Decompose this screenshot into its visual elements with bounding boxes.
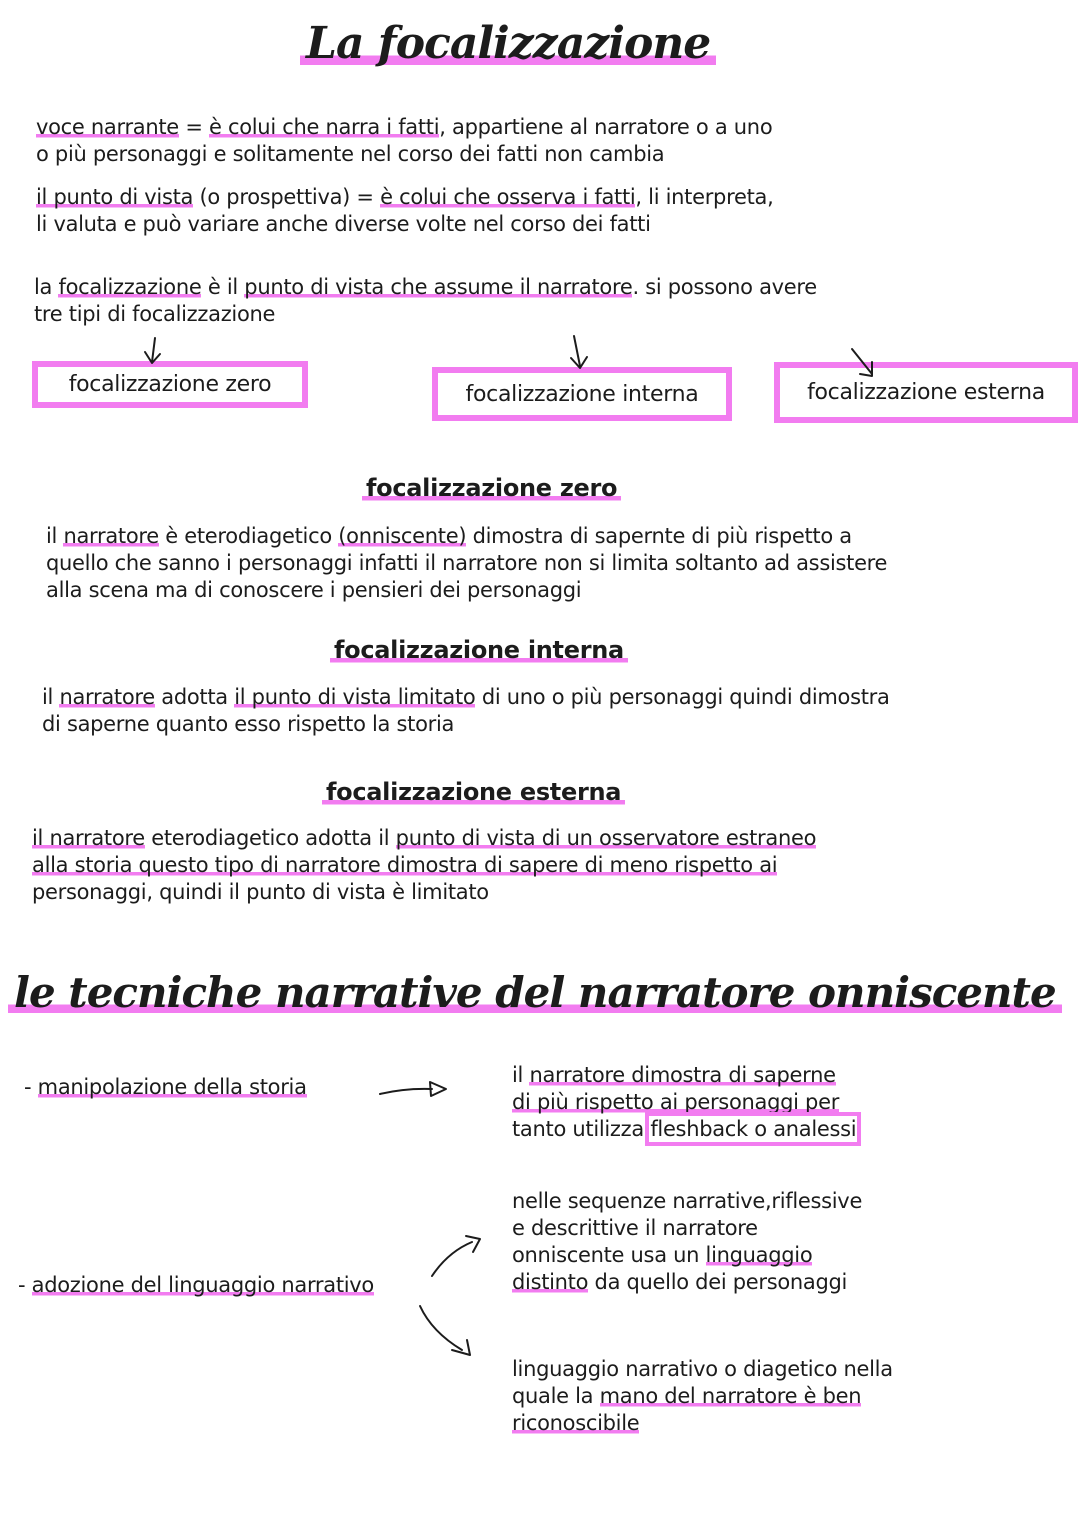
text: quale la bbox=[512, 1384, 600, 1408]
text: di uno o più personaggi quindi dimostra bbox=[475, 685, 890, 709]
line: o più personaggi e solitamente nel corso dei fatti non cambia bbox=[36, 142, 665, 166]
definition: è colui che narra i fatti bbox=[208, 115, 440, 139]
text: è il bbox=[201, 275, 245, 299]
text: distinto bbox=[512, 1270, 589, 1294]
line: e descrittive il narratore bbox=[512, 1216, 758, 1240]
term: narratore bbox=[63, 524, 159, 548]
arrow-down-right-icon bbox=[852, 349, 872, 376]
box-label: focalizzazione interna bbox=[465, 381, 699, 407]
bullet: - bbox=[24, 1075, 38, 1099]
term: il punto di vista bbox=[36, 185, 194, 209]
text: , appartiene al narratore o a uno bbox=[439, 115, 773, 139]
text: . si possono avere bbox=[632, 275, 817, 299]
technique-label: manipolazione della storia bbox=[37, 1075, 307, 1099]
technique-label: adozione del linguaggio narrativo bbox=[31, 1273, 374, 1297]
term: narratore bbox=[59, 685, 155, 709]
definition: punto di vista che assume il narratore bbox=[244, 275, 633, 299]
term: (onniscente) bbox=[338, 524, 467, 548]
line: li valuta e può variare anche diverse volte nel corso dei fatti bbox=[36, 212, 651, 236]
text: di più rispetto ai personaggi per bbox=[512, 1090, 840, 1114]
line: nelle sequenze narrative,riflessive bbox=[512, 1189, 863, 1213]
text: narratore dimostra di saperne bbox=[529, 1063, 836, 1087]
text: eterodiagetico adotta il bbox=[144, 826, 396, 850]
line: personaggi, quindi il punto di vista è limitato bbox=[32, 880, 489, 904]
term: il narratore bbox=[32, 826, 145, 850]
text: tanto utilizza bbox=[512, 1117, 651, 1141]
term: voce narrante bbox=[36, 115, 179, 139]
line: di saperne quanto esso rispetto la storia bbox=[42, 712, 455, 736]
box-label: focalizzazione esterna bbox=[807, 380, 1045, 405]
text: riconoscibile bbox=[512, 1411, 640, 1435]
text: la bbox=[34, 275, 59, 299]
arrow-down-right-icon bbox=[420, 1306, 470, 1355]
text: alla storia questo tipo di narratore dimostra di sapere di meno rispetto ai bbox=[32, 853, 778, 877]
arrow-down-icon bbox=[145, 338, 160, 363]
line: alla scena ma di conoscere i pensieri dei personaggi bbox=[46, 578, 582, 602]
text: il bbox=[512, 1063, 530, 1087]
term: punto di vista di un osservatore estraneo bbox=[395, 826, 817, 850]
arrow-up-right-icon bbox=[432, 1236, 480, 1276]
text: mano del narratore è ben bbox=[599, 1384, 862, 1408]
bullet: - bbox=[18, 1273, 32, 1297]
term: focalizzazione bbox=[58, 275, 202, 299]
text: adotta bbox=[154, 685, 235, 709]
text: onniscente usa un bbox=[512, 1243, 706, 1267]
definition: è colui che osserva i fatti bbox=[380, 185, 636, 209]
text: , li interpreta, bbox=[635, 185, 774, 209]
line: quello che sanno i personaggi infatti il narratore non si limita soltanto ad assistere bbox=[46, 551, 888, 575]
heading-text: focalizzazione esterna bbox=[322, 778, 625, 806]
text: linguaggio bbox=[705, 1243, 813, 1267]
text: è eterodiagetico bbox=[158, 524, 339, 548]
text: = bbox=[178, 115, 209, 139]
text: (o prospettiva) = bbox=[193, 185, 381, 209]
heading-text: focalizzazione interna bbox=[330, 636, 628, 664]
boxed-term: fleshback o analessi bbox=[650, 1117, 857, 1141]
page-title-text: La focalizzazione bbox=[300, 18, 716, 69]
term: il punto di vista limitato bbox=[234, 685, 476, 709]
text: dimostra di sapernte di più rispetto a bbox=[466, 524, 852, 548]
box-label: focalizzazione zero bbox=[68, 372, 272, 397]
line: linguaggio narrativo o diagetico nella bbox=[512, 1357, 893, 1381]
section-title-text: le tecniche narrative del narratore onniscente bbox=[8, 968, 1062, 1017]
arrow-right-icon bbox=[380, 1082, 446, 1096]
heading-text: focalizzazione zero bbox=[362, 474, 621, 502]
text: il bbox=[42, 685, 60, 709]
text: da quello dei personaggi bbox=[588, 1270, 848, 1294]
line: tre tipi di focalizzazione bbox=[34, 302, 276, 326]
arrow-down-icon bbox=[571, 336, 587, 368]
text: il bbox=[46, 524, 64, 548]
